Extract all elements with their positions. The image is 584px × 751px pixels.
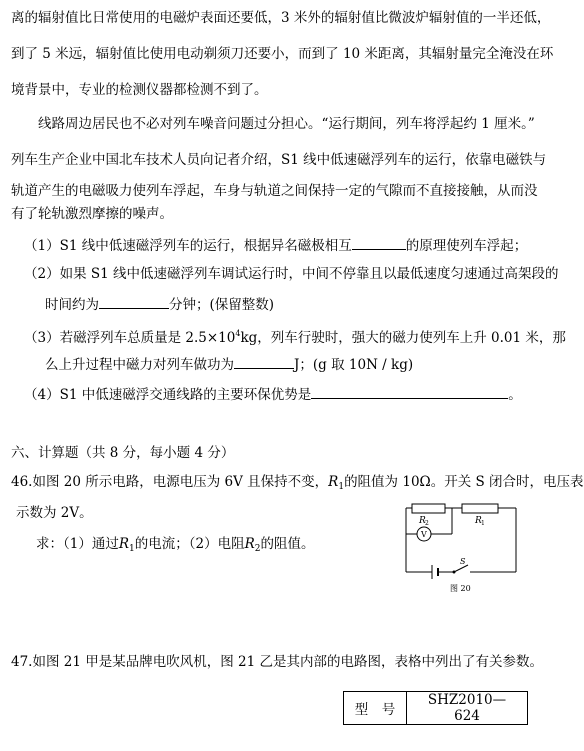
question-2-text-after: 分钟；(保留整数) bbox=[169, 297, 275, 313]
switch-pivot bbox=[453, 571, 456, 574]
answer-blank-2[interactable] bbox=[99, 294, 169, 309]
answer-blank-1[interactable] bbox=[352, 235, 406, 250]
r1-label-sub: 1 bbox=[481, 520, 485, 527]
battery-icon bbox=[432, 565, 438, 579]
r2-label: R bbox=[419, 516, 426, 526]
para2-line4: 有了轮轨激烈摩擦的噪声。 bbox=[11, 206, 173, 222]
question-4-text-after: 。 bbox=[508, 387, 522, 403]
question-3-text-a: （3）若磁浮列车总质量是 2.5×10 bbox=[24, 330, 236, 346]
problem-46-ask bbox=[36, 534, 315, 559]
spec-label-cell: 型 号 bbox=[344, 692, 407, 725]
question-2-line2 bbox=[45, 294, 274, 315]
question-3-text-d: J；(g 取 10N / kg) bbox=[294, 357, 414, 373]
voltmeter-label: V bbox=[421, 530, 427, 539]
problem-46-text-a: 46.如图 20 所示电路，电源电压为 6V 且保持不变， bbox=[11, 474, 329, 490]
ask-r1-subscript: 1 bbox=[129, 544, 135, 554]
question-2-text-before: 时间约为 bbox=[45, 297, 99, 313]
switch-label: S bbox=[460, 557, 466, 566]
problem-46-line1 bbox=[11, 472, 584, 497]
problem-46-line2: 示数为 2V。 bbox=[16, 505, 93, 521]
section-6-heading: 六、计算题（共 8 分，每小题 4 分） bbox=[11, 445, 235, 461]
question-2-line1: （2）如果 S1 线中低速磁浮列车调试运行时，中间不停靠且以最低速度匀速通过高架段的 bbox=[24, 266, 559, 282]
r2-label-sub: 2 bbox=[425, 520, 429, 527]
circuit-diagram-figure-20 bbox=[392, 502, 527, 598]
resistor-r1 bbox=[462, 504, 498, 513]
para1-line3: 境背景中，专业的检测仪器都检测不到了。 bbox=[11, 82, 268, 98]
question-4-text-before: （4）S1 中低速磁浮交通线路的主要环保优势是 bbox=[24, 387, 312, 403]
answer-blank-3[interactable] bbox=[234, 354, 294, 369]
spec-value-cell: SHZ2010—624 bbox=[407, 692, 528, 725]
question-1-text-before: （1）S1 线中低速磁浮列车的运行，根据异名磁极相互 bbox=[24, 238, 352, 254]
ask-r2-symbol: R bbox=[244, 536, 255, 552]
resistor-r2 bbox=[412, 504, 445, 513]
ask-r2-subscript: 2 bbox=[254, 544, 261, 554]
question-3-line2 bbox=[45, 354, 413, 375]
answer-blank-4[interactable] bbox=[311, 384, 508, 399]
para2-line3: 轨道产生的电磁吸力使列车浮起，车身与轨道之间保持一定的气隙而不直接接触，从而没 bbox=[11, 183, 538, 199]
ask-text-b: 的电流；（2）电阻 bbox=[134, 536, 245, 552]
table-row bbox=[344, 692, 528, 725]
question-3-text-c: 么上升过程中磁力对列车做功为 bbox=[45, 357, 234, 373]
ask-r1-symbol: R bbox=[118, 536, 130, 552]
ask-text-a: 求：（1）通过 bbox=[36, 536, 119, 552]
question-3-text-b: kg，列车行驶时，强大的磁力使列车上升 0.01 米，那 bbox=[240, 330, 566, 346]
r1-symbol: R bbox=[328, 474, 339, 490]
exponent: 4 bbox=[235, 329, 241, 338]
question-1 bbox=[24, 235, 527, 256]
question-4 bbox=[24, 384, 522, 405]
spec-table bbox=[343, 691, 528, 725]
para1-line1: 离的辐射值比日常使用的电磁炉表面还要低，3 米外的辐射值比微波炉辐射值的一半还低， bbox=[11, 10, 551, 26]
para2-line1: 线路周边居民也不必对列车噪音问题过分担心。“运行期间，列车将浮起约 1 厘米。” bbox=[38, 116, 535, 132]
r1-subscript: 1 bbox=[338, 482, 345, 492]
para1-line2: 到了 5 米远，辐射值比使用电动剃须刀还要小，而到了 10 米距离，其辐射量完全淹没在环 bbox=[11, 46, 554, 62]
para2-line2: 列车生产企业中国北车技术人员向记者介绍，S1 线中低速磁浮列车的运行，依靠电磁铁与 bbox=[11, 152, 547, 168]
switch-blade bbox=[454, 565, 468, 572]
problem-46-text-b: 的阻值为 10Ω。开关 S 闭合时，电压表 bbox=[344, 474, 584, 490]
ask-text-c: 的阻值。 bbox=[260, 536, 315, 552]
question-1-text-after: 的原理使列车浮起； bbox=[405, 238, 528, 254]
figure-20-caption: 图 20 bbox=[450, 584, 471, 593]
problem-47-line: 47.如图 21 甲是某品牌电吹风机，图 21 乙是其内部的电路图，表格中列出了有关参数。 bbox=[11, 654, 543, 670]
r1-label: R bbox=[475, 516, 482, 526]
question-3-line1 bbox=[24, 324, 566, 348]
